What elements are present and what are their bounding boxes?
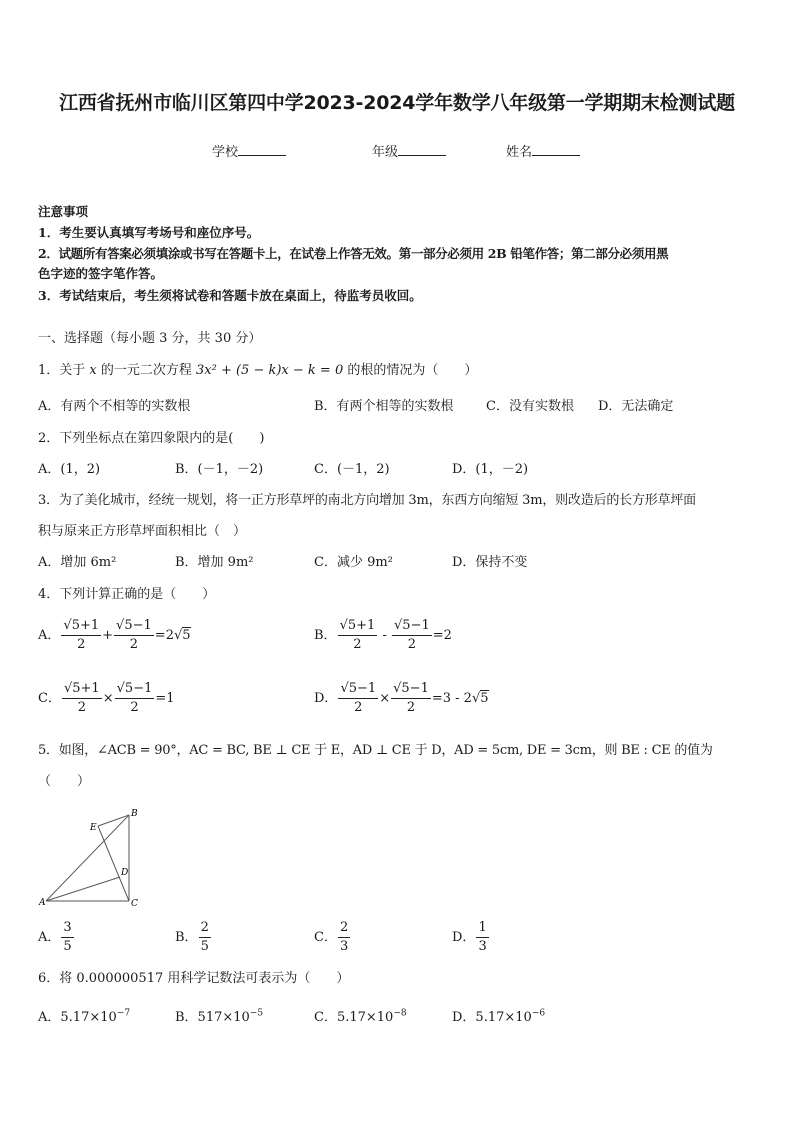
point-label-a: A xyxy=(39,898,46,908)
grade-label: 年级 xyxy=(372,145,399,160)
section-heading: 一、选择题（每小题 3 分，共 30 分） xyxy=(38,331,262,346)
q5-option-c: C． $\frac{2}{3}$ xyxy=(314,920,349,954)
q4-option-a: A． $\frac{√5+1}{2}$ + $\frac{√5-1}{2}$ =2√5 xyxy=(38,618,191,652)
note-3: 3．考试结束后，考生须将试卷和答题卡放在桌面上，待监考员收回。 xyxy=(38,288,422,303)
q1-option-a: A．有两个不相等的实数根 xyxy=(38,399,191,414)
q1-var: x xyxy=(89,363,97,378)
question-1-stem xyxy=(38,359,477,378)
q4-b-frac-2: $\frac{√5-1}{2}$ xyxy=(394,618,430,652)
q4-d-frac-2: $\frac{√5-1}{2}$ xyxy=(393,681,429,715)
q1-text-c: 的根的情况为（ ） xyxy=(343,363,478,378)
q4-b-result: =2 xyxy=(432,628,452,643)
q5-option-d: D． $\frac{1}{3}$ xyxy=(452,920,487,954)
q6-option-a: A．$5.17\times 10^{-7}$ xyxy=(38,1008,131,1025)
q1-text-a: 1．关于 xyxy=(38,363,90,378)
q4-option-c: C． $\frac{√5+1}{2}$ × $\frac{√5-1}{2}$ =1 xyxy=(38,681,175,715)
q6-option-b: B．$517\times 10^{-5}$ xyxy=(175,1008,264,1025)
q1-option-d: D．无法确定 xyxy=(598,399,674,414)
note-2: 2．试题所有答案必须填涂或书写在答题卡上，在试卷上作答无效。第一部分必须用 2B 铅笔作答；第二部分必须用黑 xyxy=(38,246,669,261)
q4-a-frac-2: $\frac{√5-1}{2}$ xyxy=(116,618,152,652)
q1-option-b: B．有两个相等的实数根 xyxy=(314,399,454,414)
q3-option-c: C．减少 9m² xyxy=(314,555,393,570)
q2-option-d: D．(1，－2) xyxy=(452,462,529,477)
point-label-b: B xyxy=(131,809,138,819)
q5-option-a: A． $\frac{3}{5}$ xyxy=(38,920,72,954)
question-4-stem: 4．下列计算正确的是（ ） xyxy=(38,587,216,602)
question-3-stem: 3．为了美化城市，经统一规划，将一正方形草坪的南北方向增加 3m，东西方向缩短 3m，则改造后的长方形草坪面 xyxy=(38,493,696,508)
q3-option-b: B．增加 9m² xyxy=(175,555,254,570)
question-3-stem-cont: 积与原来正方形草坪面积相比（ ） xyxy=(38,524,247,539)
question-6-stem: 6．将 0.000000517 用科学记数法可表示为（ ） xyxy=(38,971,350,986)
q4-a-frac-1: $\frac{√5+1}{2}$ xyxy=(63,618,100,652)
q4-b-frac-1: $\frac{√5+1}{2}$ xyxy=(339,618,376,652)
q4-c-label: C． xyxy=(38,691,61,706)
q4-c-frac-1: $\frac{√5+1}{2}$ xyxy=(63,681,100,715)
q1-option-c: C．没有实数根 xyxy=(486,399,574,414)
q4-d-label: D． xyxy=(314,691,338,706)
note-1: 1．考生要认真填写考场号和座位序号。 xyxy=(38,225,260,240)
q4-a-label: A． xyxy=(38,628,61,643)
page-title: 江西省抚州市临川区第四中学2023-2024学年数学八年级第一学期期末检测试题 xyxy=(59,92,735,114)
question-5-stem-cont: （ ） xyxy=(38,774,91,789)
q1-text-b: 的一元二次方程 xyxy=(96,363,197,378)
segment-ab xyxy=(46,815,129,901)
q1-equation: 3x² + (5 − k)x − k = 0 xyxy=(196,363,344,378)
q4-d-frac-1: $\frac{√5-1}{2}$ xyxy=(340,681,377,715)
notes-heading: 注意事项 xyxy=(38,204,89,219)
q4-c-frac-2: $\frac{√5-1}{2}$ xyxy=(116,681,153,715)
grade-blank xyxy=(398,143,446,156)
question-5-stem: 5．如图，∠ACB = 90°，AC = BC, BE ⊥ CE 于 E，AD ⊥ CE 于 D，AD = 5cm, DE = 3cm，则 BE : CE 的值为 xyxy=(38,743,713,758)
q2-option-c: C．(－1，2) xyxy=(314,462,390,477)
point-label-d: D xyxy=(121,868,129,878)
q2-option-a: A．(1，2) xyxy=(38,462,101,477)
point-label-e: E xyxy=(90,823,97,833)
school-field xyxy=(212,141,286,160)
school-label: 学校 xyxy=(212,145,239,160)
segment-ce xyxy=(98,826,129,901)
q3-option-d: D．保持不变 xyxy=(452,555,528,570)
q3-option-a: A．增加 6m² xyxy=(38,555,117,570)
geometry-figure xyxy=(36,804,146,908)
grade-field xyxy=(372,141,446,160)
note-2-cont: 色字迹的签字笔作答。 xyxy=(38,266,164,281)
q4-c-result: =1 xyxy=(155,691,175,706)
q4-option-d: D． $\frac{√5-1}{2}$ × $\frac{√5-1}{2}$ =3 - 2√5 xyxy=(314,681,489,715)
q4-b-label: B． xyxy=(314,628,337,643)
q4-option-b: B． $\frac{√5+1}{2}$ - $\frac{√5-1}{2}$ =2 xyxy=(314,618,452,652)
q4-a-result: =2 xyxy=(154,628,174,643)
school-blank xyxy=(238,143,286,156)
name-blank xyxy=(532,143,580,156)
q5-option-b: B． $\frac{2}{5}$ xyxy=(175,920,209,954)
point-label-c: C xyxy=(131,899,138,908)
q6-option-d: D．$5.17\times 10^{-6}$ xyxy=(452,1008,546,1025)
name-label: 姓名 xyxy=(506,145,533,160)
name-field xyxy=(506,141,580,160)
q4-d-result: =3 - 2 xyxy=(431,691,472,706)
question-2-stem: 2．下列坐标点在第四象限内的是( ) xyxy=(38,431,265,446)
q6-option-c: C．$5.17\times 10^{-8}$ xyxy=(314,1008,407,1025)
q2-option-b: B．(－1，－2) xyxy=(175,462,264,477)
